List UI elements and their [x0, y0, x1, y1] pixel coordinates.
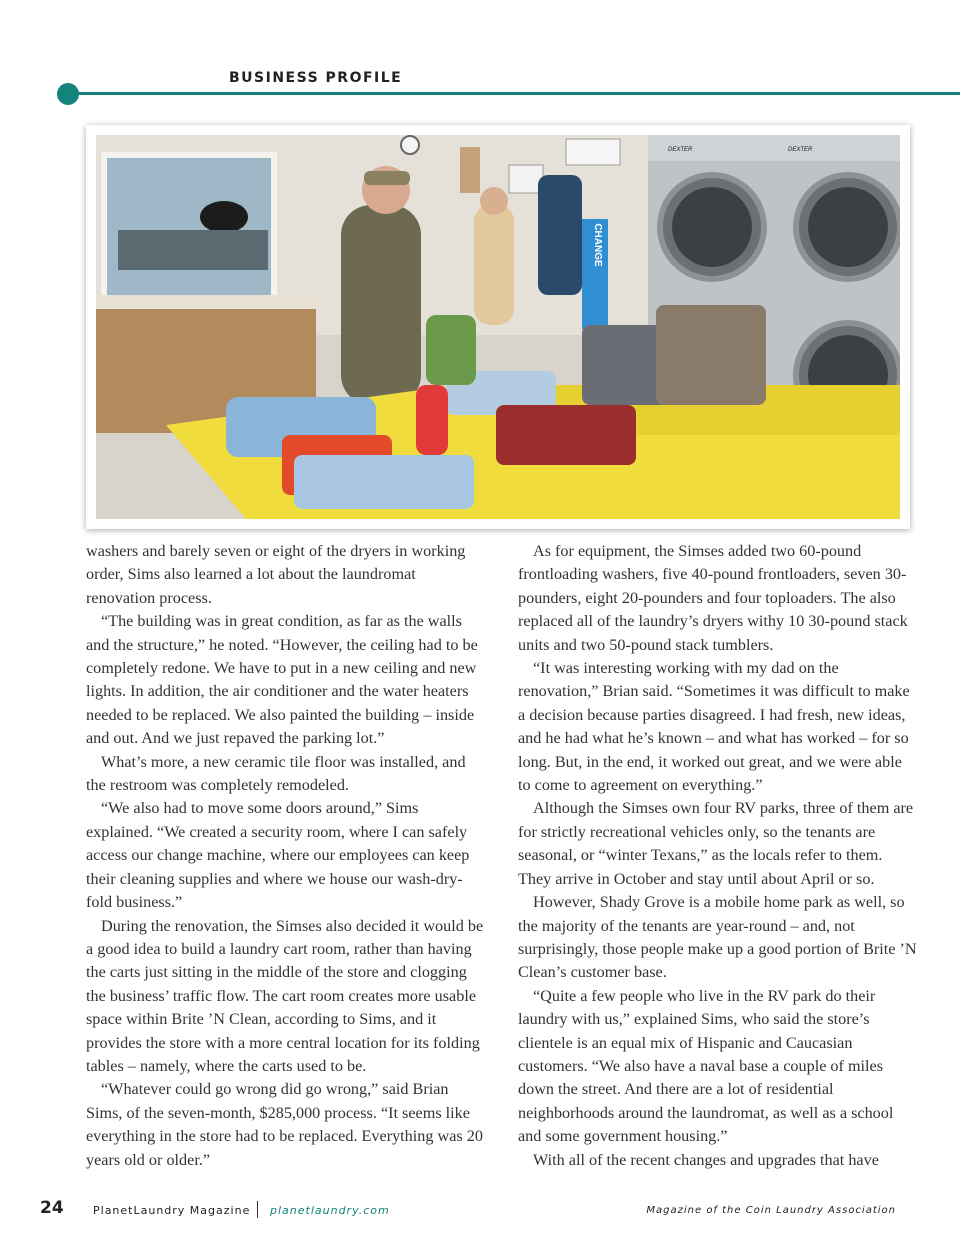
paragraph: “It was interesting working with my dad on the renovation,” Brian said. “Sometimes it was difficult to make a decision because parties disagreed. I had fresh, new ideas, and he had what he’s known – and what has worked – for so long. But, in the end, it worked out great, and we were able to come to agreement on everything.” — [518, 659, 910, 795]
magazine-name: PlanetLaundry Magazine — [93, 1204, 251, 1217]
page-number: 24 — [40, 1198, 64, 1218]
paragraph: With all of the recent changes and upgrades that have — [533, 1150, 879, 1169]
paragraph: “Whatever could go wrong did go wrong,” said Brian Sims, of the seven-month, $285,000 process. “It seems like everything in the store had to be replaced. Everything was 20 years old or older.” — [86, 1080, 483, 1169]
laundromat-scene — [96, 135, 900, 519]
website-link[interactable]: planetlaundry.com — [270, 1204, 390, 1217]
section-label: BUSINESS PROFILE — [229, 70, 403, 86]
right-column — [518, 540, 918, 1172]
window — [104, 155, 274, 300]
paragraph: “Quite a few people who live in the RV park do their laundry with us,” explained Sims, who said the store’s clientele is an equal mix of Hispanic and Caucasian customers. “We also have a naval base a couple of miles down the street. And there are a lot of residential neighborhoods around the laundromat, as well as a school and some government housing.” — [518, 986, 894, 1146]
paragraph: “We also had to move some doors around,” Sims explained. “We created a security room, where I can safely access our change machine, where our employees can keep their cleaning supplies and where we house our wash-dry-fold business.” — [86, 799, 470, 912]
paragraph: “The building was in great condition, as far as the walls and the structure,” he noted. “However, the ceiling had to be completely redone. We have to put in a new ceiling and new lights. In addition, the air conditioner and the water heaters needed to be replaced. We also painted the building – inside and out. And we just repaved the parking lot.” — [86, 612, 478, 748]
page-footer — [0, 1198, 960, 1222]
paragraph: What’s more, a new ceramic tile floor was installed, and the restroom was completely remodeled. — [86, 752, 466, 795]
svg-text:DEXTER: DEXTER — [668, 147, 693, 153]
association-tagline: Magazine of the Coin Laundry Association — [646, 1205, 896, 1216]
laundromat-photo — [86, 125, 910, 529]
paragraph: As for equipment, the Simses added two 60-pound frontloading washers, five 40-pound frontloaders, seven 30-pounders, eight 20-pounders and four toploaders. The also replaced all of the laundry’s dryers withy 10 30-pound stack units and two 50-pound stack tumblers. — [518, 542, 908, 654]
paragraph: washers and barely seven or eight of the dryers in working order, Sims also learned a lot about the laundromat renovation process. — [86, 542, 466, 607]
change-sign: CHANGE — [592, 223, 603, 267]
paragraph: During the renovation, the Simses also decided it would be a good idea to build a laundry cart room, rather than having the carts just sitting in the middle of the store and clogging the business’ traffic flow. The cart room creates more usable space within Brite ’N Clean, according to Sims, and it provides the store with a more central location for its folding tables – namely, where the carts used to be. — [86, 916, 484, 1075]
paragraph: Although the Simses own four RV parks, three of them are for strictly recreational vehicles only, so the tenants are seasonal, or “winter Texans,” as the locals refer to them. They arrive in October and stay until about April or so. — [518, 799, 914, 888]
svg-text:DEXTER: DEXTER — [788, 147, 813, 153]
left-column — [86, 540, 486, 1172]
header-rule — [70, 92, 960, 95]
paragraph: However, Shady Grove is a mobile home park as well, so the majority of the tenants are year-round – and, not surprisingly, those people make up a good portion of Brite ’N Clean’s customer base. — [518, 893, 917, 982]
person — [341, 205, 421, 405]
footer-separator — [257, 1201, 258, 1218]
